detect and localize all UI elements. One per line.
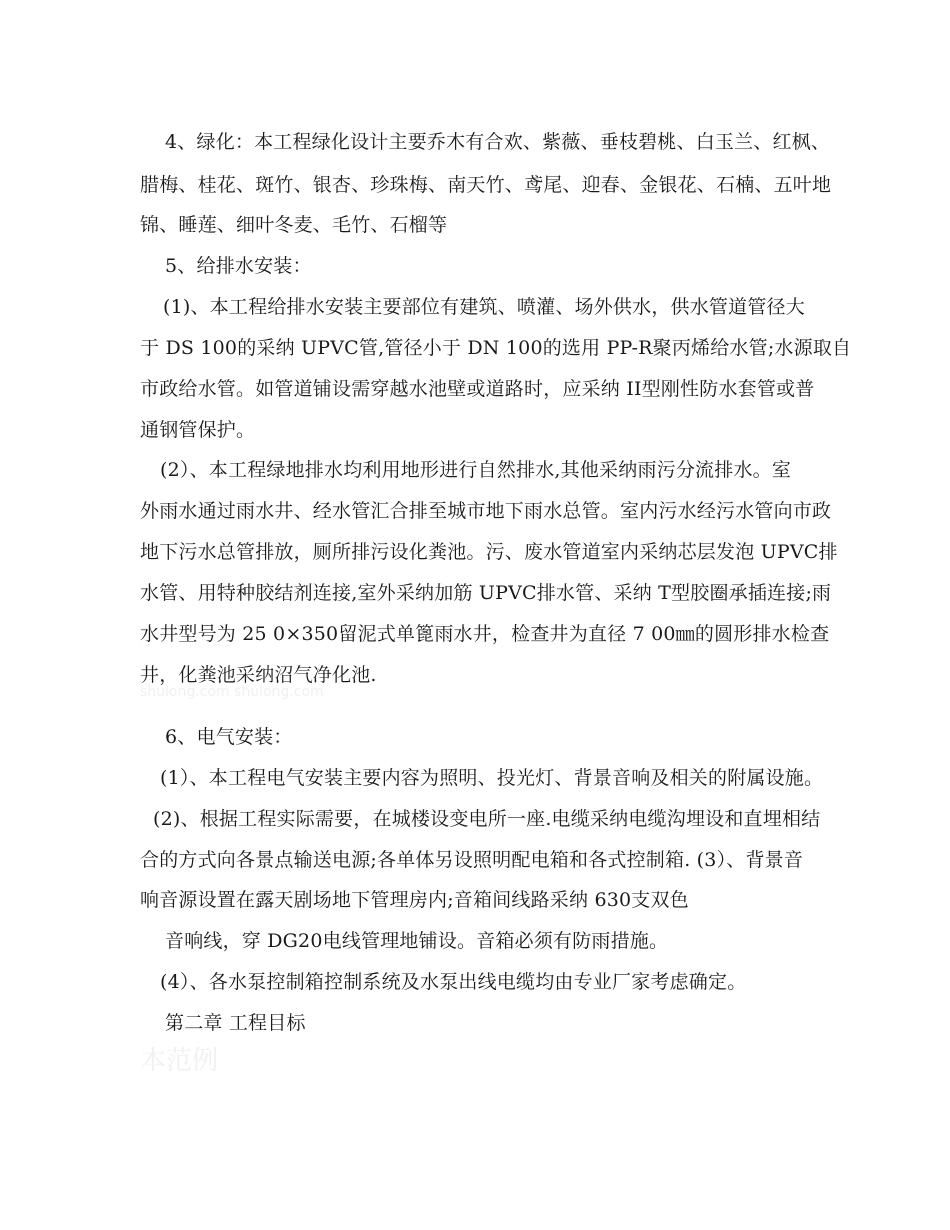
section6-p1: (1）、本工程电气安装主要内容为照明、投光灯、背景音响及相关的附属设施。 — [160, 767, 824, 789]
section5-p1-line-1: (1)、本工程给排水安装主要部位有建筑、喷灌、场外供水，供水管道管径大 — [163, 296, 805, 318]
section5-p1-line-2: 于 DS 100的采纳 UPVC管,管径小于 DN 100的选用 PP-R聚丙烯给水管;水源取自 — [140, 337, 852, 359]
watermark-block: 本范例 — [140, 1046, 219, 1076]
section4-line-2: 腊梅、桂花、斑竹、银杏、珍珠梅、南天竹、鸢尾、迎春、金银花、石楠、五叶地 — [140, 174, 832, 196]
section5-p2-line-1: (2）、本工程绿地排水均利用地形进行自然排水,其他采纳雨污分流排水。室 — [160, 459, 792, 481]
section5-p1-line-4: 通钢管保护。 — [140, 419, 256, 441]
section6-heading: 6、电气安装： — [165, 726, 293, 748]
section5-heading: 5、给排水安装： — [165, 255, 312, 277]
chapter2-heading: 第二章 工程目标 — [165, 1012, 306, 1034]
watermark-line: shulong.com shulong.com — [140, 684, 324, 700]
section6-p4: (4）、各水泵控制箱控制系统及水泵出线电缆均由专业厂家考虑确定。 — [160, 971, 747, 993]
section5-p1-line-3: 市政给水管。如管道铺设需穿越水池壁或道路时，应采纳 II型刚性防水套管或普 — [140, 378, 815, 400]
section5-p2-line-2: 外雨水通过雨水井、经水管汇合排至城市地下雨水总管。室内污水经污水管向市政 — [140, 500, 832, 522]
section6-p2-line-2: 合的方式向各景点输送电源;各单体另设照明配电箱和各式控制箱. (3）、背景音 — [140, 849, 804, 871]
section5-p2-line-4: 水管、用特种胶结剂连接,室外采纳加筋 UPVC排水管、采纳 T型胶圈承插连接;雨 — [140, 582, 832, 604]
section5-p2-line-5: 水井型号为 25 0×350留泥式单篦雨水井，检查井为直径 7 00㎜的圆形排水检查 — [140, 623, 830, 645]
section4-line-1: 4、绿化：本工程绿化设计主要乔木有合欢、紫薇、垂枝碧桃、白玉兰、红枫、 — [165, 131, 831, 153]
section6-p2-line-3: 响音源设置在露天剧场地下管理房内;音箱间线路采纳 630支双色 — [140, 889, 689, 911]
section5-p2-line-6: 井，化粪池采纳沼气净化池. — [140, 664, 377, 686]
section6-p2-line-1: (2)、根据工程实际需要，在城楼设变电所一座.电缆采纳电缆沟埋设和直埋相结 — [153, 808, 821, 830]
section6-p2-line-4: 音响线，穿 DG20电线管理地铺设。音箱必须有防雨措施。 — [165, 930, 669, 952]
section4-line-3: 锦、睡莲、细叶冬麦、毛竹、石榴等 — [140, 214, 448, 236]
section5-p2-line-3: 地下污水总管排放，厕所排污设化粪池。污、废水管道室内采纳芯层发泡 UPVC排 — [140, 541, 838, 563]
